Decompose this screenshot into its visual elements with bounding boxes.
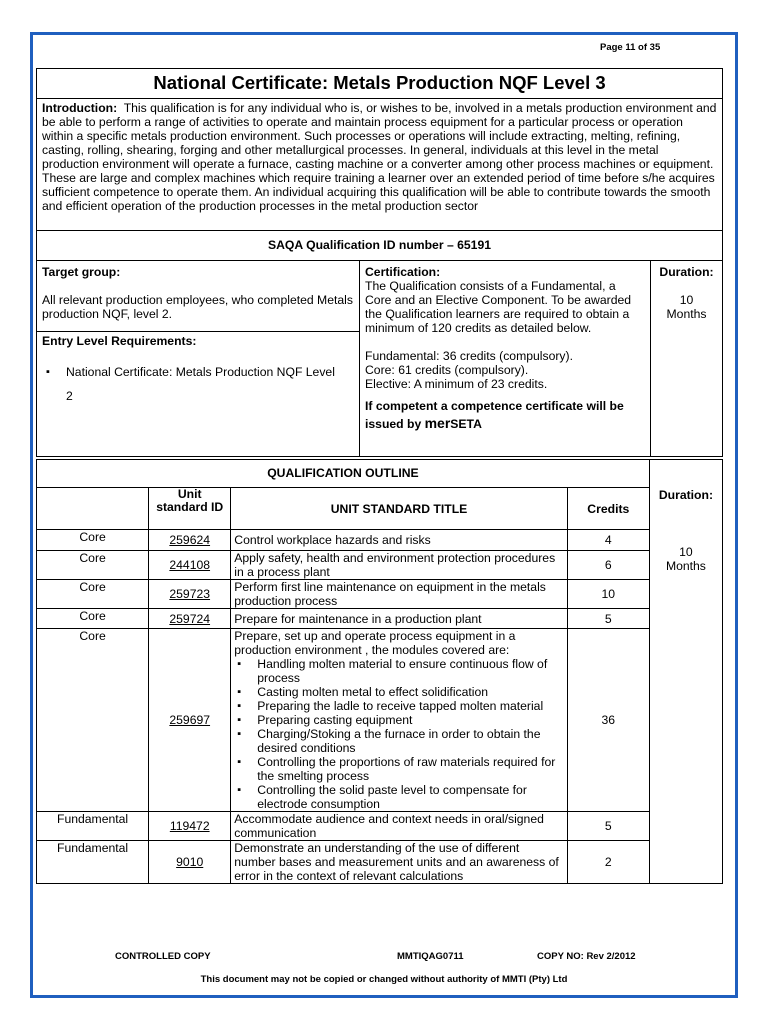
row-unit-title: Prepare, set up and operate process equipment in a production environment , the modules covered are: bbox=[234, 629, 516, 657]
duration-cell bbox=[651, 261, 723, 457]
row-unit-title: Perform first line maintenance on equipment in the metals production process bbox=[231, 580, 567, 609]
row-unit-title: Control workplace hazards and risks bbox=[231, 530, 567, 551]
row-unit-id: 259697 bbox=[149, 629, 231, 812]
table-row bbox=[37, 580, 723, 609]
row-category: Core bbox=[37, 629, 149, 812]
table-row bbox=[37, 530, 723, 551]
row-credits: 2 bbox=[567, 841, 649, 884]
qualification-outline-table bbox=[36, 459, 723, 884]
table-row bbox=[37, 609, 723, 629]
core-credits: Core: 61 credits (compulsory). bbox=[365, 363, 529, 377]
module-list bbox=[234, 657, 563, 811]
header-credits: Credits bbox=[567, 488, 649, 530]
row-unit-title: Demonstrate an understanding of the use of different number bases and measurement units and an awareness of error in the context of relevant calculations bbox=[231, 841, 567, 884]
target-group-text: All relevant production employees, who completed Metals production NQF, level 2. bbox=[42, 293, 353, 321]
merseta-logo-prefix: mer bbox=[424, 415, 451, 431]
certification-cell bbox=[360, 261, 651, 457]
row-unit-title-with-modules bbox=[231, 629, 567, 812]
duration-value: 10 bbox=[679, 293, 694, 307]
outline-duration-unit: Months bbox=[665, 559, 706, 573]
qualification-summary-table bbox=[36, 68, 723, 457]
module-item: ▪ Preparing the ladle to receive tapped molten material bbox=[234, 699, 563, 713]
footer-notice: This document may not be copied or changed without authority of MMTI (Pty) Ltd bbox=[200, 974, 568, 985]
document-title: National Certificate: Metals Production NQF Level 3 bbox=[37, 69, 723, 99]
row-credits: 36 bbox=[567, 629, 649, 812]
introduction bbox=[37, 99, 723, 231]
row-credits: 10 bbox=[567, 580, 649, 609]
module-item: ▪ Preparing casting equipment bbox=[234, 713, 563, 727]
header-unit-id: Unit standard ID bbox=[149, 488, 231, 530]
target-group-label: Target group: bbox=[42, 265, 121, 279]
module-item: ▪ Charging/Stoking a the furnace in order to obtain the desired conditions bbox=[234, 727, 563, 755]
row-unit-id: 259723 bbox=[149, 580, 231, 609]
duration-label: Duration: bbox=[659, 265, 714, 279]
entry-requirements-label: Entry Level Requirements: bbox=[42, 334, 197, 348]
row-unit-title: Accommodate audience and context needs in oral/signed communication bbox=[231, 812, 567, 841]
entry-requirements-list bbox=[42, 360, 339, 408]
table-row bbox=[37, 812, 723, 841]
row-unit-title: Prepare for maintenance in a production plant bbox=[231, 609, 567, 629]
header-unit-title: UNIT STANDARD TITLE bbox=[231, 488, 567, 530]
outline-duration-label: Duration: bbox=[658, 488, 714, 502]
page-number: Page 11 of 35 bbox=[600, 42, 661, 53]
row-unit-id: 9010 bbox=[149, 841, 231, 884]
row-unit-id: 119472 bbox=[149, 812, 231, 841]
row-credits: 4 bbox=[567, 530, 649, 551]
introduction-label: Introduction: bbox=[42, 101, 118, 115]
row-category: Fundamental bbox=[37, 841, 149, 884]
outline-duration-cell bbox=[649, 460, 722, 884]
footer-doc-code: MMTIQAG0711 bbox=[397, 951, 464, 962]
target-group-cell bbox=[37, 261, 360, 457]
footer-controlled-copy: CONTROLLED COPY bbox=[115, 951, 211, 962]
row-category: Core bbox=[37, 551, 149, 580]
certification-label: Certification: bbox=[365, 265, 441, 279]
row-credits: 6 bbox=[567, 551, 649, 580]
row-category: Core bbox=[37, 609, 149, 629]
certification-text: The Qualification consists of a Fundamental, a Core and an Elective Component. To be awarded the Qualification learners are required to obtain a minimum of 120 credits as detailed below. bbox=[365, 279, 632, 335]
saqa-id: SAQA Qualification ID number – 65191 bbox=[37, 231, 723, 261]
elective-credits: Elective: A minimum of 23 credits. bbox=[365, 377, 548, 391]
duration-unit: Months bbox=[666, 307, 707, 321]
outline-title: QUALIFICATION OUTLINE bbox=[37, 460, 650, 488]
module-item: ▪ Controlling the proportions of raw materials required for the smelting process bbox=[234, 755, 563, 783]
row-credits: 5 bbox=[567, 812, 649, 841]
module-item: ▪ Controlling the solid paste level to compensate for electrode consumption bbox=[234, 783, 563, 811]
module-item: ▪ Handling molten material to ensure continuous flow of process bbox=[234, 657, 563, 685]
entry-requirement-item: ▪ National Certificate: Metals Production NQF Level 2 bbox=[42, 360, 339, 408]
module-item: ▪ Casting molten metal to effect solidification bbox=[234, 685, 563, 699]
row-credits: 5 bbox=[567, 609, 649, 629]
merseta-logo-suffix: SETA bbox=[450, 417, 482, 431]
table-row bbox=[37, 551, 723, 580]
outline-duration-value: 10 bbox=[679, 545, 693, 559]
table-row bbox=[37, 629, 723, 812]
row-unit-id: 259724 bbox=[149, 609, 231, 629]
row-unit-id: 259624 bbox=[149, 530, 231, 551]
row-category: Core bbox=[37, 530, 149, 551]
fundamental-credits: Fundamental: 36 credits (compulsory). bbox=[365, 349, 573, 363]
row-unit-title: Apply safety, health and environment protection procedures in a process plant bbox=[231, 551, 567, 580]
header-category bbox=[37, 488, 149, 530]
row-category: Fundamental bbox=[37, 812, 149, 841]
footer-copy-no: COPY NO: Rev 2/2012 bbox=[537, 951, 636, 962]
table-row bbox=[37, 841, 723, 884]
introduction-text: This qualification is for any individual who is, or wishes to be, involved in a metals production environment and be able to perform a range of activities to operate and maintain process equipment for a particular process or operation within a specific metals production environment. Such processes or operations will include extracting, melting, refining, casting, rolling, shearing, forging and other metallurgical processes. In general, individuals at this level in the metal production environment will operate a furnace, casting machine or a converter among other process machines or equipment. These are large and complex machines which require training a learner over an extended period of time before s/he acquires sufficient competence to operate them. An individual acquiring this qualification will be able to contribute towards the smooth and efficient operation of the production processes in the metal production sector bbox=[42, 101, 717, 213]
competence-note: If competent a competence certificate will be issued by merSETA bbox=[365, 399, 624, 431]
row-category: Core bbox=[37, 580, 149, 609]
row-unit-id: 244108 bbox=[149, 551, 231, 580]
